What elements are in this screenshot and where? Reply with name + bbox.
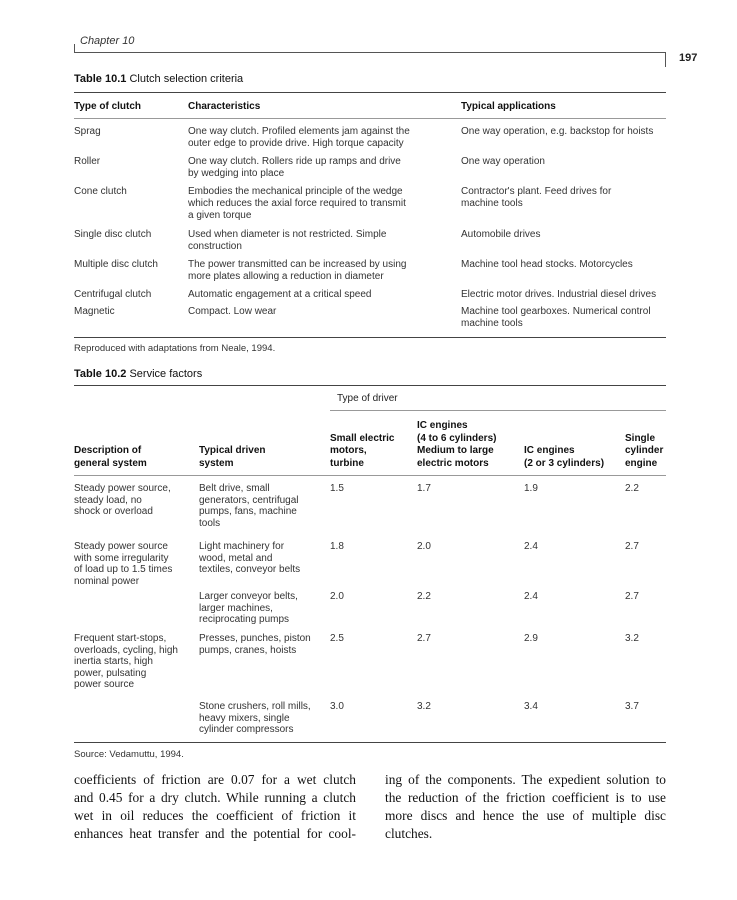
table2-col-description-line: Description of [74,445,142,456]
characteristics-cell [188,229,386,253]
table2-col-driven [199,445,266,470]
chapter-heading: Chapter 10 [80,35,135,47]
characteristics-cell-line: One way clutch. Rollers ride up ramps and drive [188,156,401,167]
characteristics-cell-line: more plates allowing a reduction in diameter [188,271,384,282]
driven-system-cell-line: reciprocating pumps [199,614,290,625]
table2-label: Table 10.2 [74,368,127,380]
clutch-type-cell: Magnetic [74,306,115,317]
body-line: and 0.45 for a dry clutch. While running a clutch [74,790,356,805]
system-description-cell-line: nominal power [74,575,140,587]
characteristics-cell-line: by wedging into place [188,168,285,179]
table2-header-rule [74,475,666,476]
applications-cell [461,259,633,271]
table2-col-ic23 [524,445,604,470]
table2-top-rule [74,385,666,386]
table2-col-single [625,433,663,471]
characteristics-cell-line: Embodies the mechanical principle of the wedge [188,186,403,197]
system-description-cell-line: power, pulsating [74,667,147,679]
applications-cell-line: One way operation, e.g. backstop for hoists [461,126,654,137]
service-factor-value: 1.9 [524,483,538,494]
table2-col-electric-line: Small electric [330,432,395,444]
applications-cell-line: Machine tool head stocks. Motorcycles [461,259,633,270]
table2-col-ic46-line: (4 to 6 cylinders) [417,432,497,444]
service-factor-value: 1.8 [330,541,344,552]
table1-bottom-rule [74,337,666,338]
table1-label: Table 10.1 [74,73,127,85]
driven-system-cell-line: Presses, punches, piston [199,633,311,644]
body-text-right-column [385,771,666,843]
table1-col-type: Type of clutch [74,101,142,112]
characteristics-cell-line: which reduces the axial force required to transmit [188,198,406,209]
system-description-cell [74,483,171,518]
table2-col-description [74,445,147,470]
driven-system-cell [199,483,299,529]
applications-cell-line: Automobile drives [461,229,541,240]
table2-col-driven-line: system [199,457,234,469]
table2-col-single-line: Single [625,432,656,444]
service-factor-value: 3.4 [524,701,538,712]
driven-system-cell [199,591,298,626]
driven-system-cell [199,701,311,736]
characteristics-cell-line: Used when diameter is not restricted. Simple [188,229,387,240]
system-description-cell-line: steady load, no [74,494,142,506]
characteristics-cell [188,156,401,180]
table2-col-ic46 [417,420,496,470]
service-factor-value: 2.0 [330,591,344,602]
characteristics-cell-line: The power transmitted can be increased by using [188,259,407,270]
driven-system-cell-line: textiles, conveyor belts [199,564,301,575]
system-description-cell-line: shock or overload [74,506,153,517]
service-factor-value: 3.2 [417,701,431,712]
table2-col-driven-line: Typical driven [199,445,266,456]
service-factor-value: 1.5 [330,483,344,494]
system-description-cell-line: power source [74,679,135,690]
table2-col-electric-line: turbine [330,457,364,469]
driven-system-cell [199,541,300,576]
service-factor-value: 2.4 [524,591,538,602]
table2-group-header: Type of driver [337,393,398,404]
service-factor-value: 1.7 [417,483,431,494]
table2-bottom-rule [74,742,666,743]
table1-top-rule [74,92,666,93]
driven-system-cell-line: Larger conveyor belts, [199,591,298,602]
driven-system-cell-line: heavy mixers, single [199,712,290,724]
service-factor-value: 2.4 [524,541,538,552]
body-line: coefficients of friction are 0.07 for a wet clutch [74,772,356,787]
clutch-type-cell: Cone clutch [74,186,127,197]
driven-system-cell-line: Light machinery for [199,541,285,552]
table1-col-applications: Typical applications [461,101,556,112]
driven-system-cell-line: wood, metal and [199,552,273,564]
service-factor-value: 2.9 [524,633,538,644]
body-line: ing of the components. The expedient solution to [385,772,666,787]
table2-col-description-line: general system [74,457,147,469]
characteristics-cell-line: outer edge to provide drive. High torque capacity [188,138,404,149]
clutch-type-cell: Centrifugal clutch [74,289,152,300]
clutch-type-cell: Multiple disc clutch [74,259,158,270]
body-line: the reduction of the friction coefficient is to use [385,790,666,805]
applications-cell [461,156,545,168]
applications-cell-line: Machine tool gearboxes. Numerical control [461,306,651,317]
clutch-type-cell: Roller [74,156,101,167]
body-line: clutches. [385,826,433,841]
characteristics-cell [188,259,406,283]
system-description-cell-line: Frequent start-stops, [74,633,167,644]
driven-system-cell-line: pumps, fans, machine [199,506,297,517]
system-description-cell [74,541,172,587]
clutch-type-cell: Single disc clutch [74,229,152,240]
characteristics-cell-line: Automatic engagement at a critical speed [188,289,372,300]
characteristics-cell [188,306,276,318]
system-description-cell-line: Steady power source, [74,483,171,494]
clutch-type-cell: Sprag [74,126,101,137]
table1-source: Reproduced with adaptations from Neale, 1994. [74,343,276,354]
table1-col-characteristics: Characteristics [188,101,261,112]
system-description-cell-line: of load up to 1.5 times [74,564,173,575]
table2-col-ic46-line: IC engines [417,420,468,431]
applications-cell-line: One way operation [461,156,545,167]
table1-title: Clutch selection criteria [129,73,244,85]
characteristics-cell [188,186,406,222]
driven-system-cell-line: tools [199,517,221,529]
table2-col-ic46-line: electric motors [417,457,489,469]
service-factor-value: 2.2 [417,591,431,602]
system-description-cell-line: Steady power source [74,541,168,552]
service-factor-value: 2.7 [625,541,639,552]
table2-title: Service factors [129,368,203,380]
service-factor-value: 2.7 [417,633,431,644]
characteristics-cell-line: One way clutch. Profiled elements jam against the [188,126,410,137]
table2-col-ic23-line: IC engines [524,445,575,456]
driven-system-cell-line: Stone crushers, roll mills, [199,701,311,712]
body-line: enhances heat transfer and the potential for cool- [74,826,356,841]
table2-col-electric [330,433,394,471]
applications-cell [461,306,651,330]
system-description-cell-line: inertia starts, high [74,656,153,667]
table2-col-electric-line: motors, [330,445,367,456]
service-factor-value: 3.2 [625,633,639,644]
table2-col-ic46-line: Medium to large [417,445,494,456]
driven-system-cell [199,633,311,656]
applications-cell [461,126,653,138]
table2-col-ic23-line: (2 or 3 cylinders) [524,457,605,469]
header-rule [74,52,666,53]
system-description-cell-line: with some irregularity [74,552,169,564]
characteristics-cell [188,126,410,150]
applications-cell [461,186,611,210]
characteristics-cell-line: construction [188,241,242,252]
service-factor-value: 3.7 [625,701,639,712]
applications-cell-line: Contractor's plant. Feed drives for [461,186,612,197]
applications-cell-line: machine tools [461,318,523,329]
page-number: 197 [679,52,698,64]
applications-cell [461,289,656,301]
system-description-cell [74,633,178,691]
driven-system-cell-line: pumps, cranes, hoists [199,644,297,656]
table2-caption [74,368,202,380]
applications-cell-line: machine tools [461,198,523,209]
service-factor-value: 2.7 [625,591,639,602]
system-description-cell-line: overloads, cycling, high [74,644,178,656]
table1-header-rule [74,118,666,119]
service-factor-value: 2.5 [330,633,344,644]
characteristics-cell-line: a given torque [188,210,252,221]
body-line: more discs and hence the use of multiple disc [385,808,666,823]
header-rule-right-tick [665,52,666,67]
table2-source: Source: Vedamuttu, 1994. [74,749,184,760]
applications-cell-line: Electric motor drives. Industrial diesel drives [461,289,657,300]
table2-col-single-line: cylinder [625,445,664,456]
characteristics-cell-line: Compact. Low wear [188,306,277,317]
table1-caption [74,73,243,85]
service-factor-value: 3.0 [330,701,344,712]
table2-group-rule [330,410,666,411]
driven-system-cell-line: Belt drive, small [199,483,270,494]
body-line: wet in oil reduces the coefficient of friction it [74,808,356,823]
driven-system-cell-line: larger machines, [199,602,273,614]
table2-col-single-line: engine [625,457,658,469]
service-factor-value: 2.0 [417,541,431,552]
driven-system-cell-line: generators, centrifugal [199,494,299,506]
applications-cell [461,229,540,241]
characteristics-cell [188,289,371,301]
service-factor-value: 2.2 [625,483,639,494]
body-text-left-column [74,771,356,843]
driven-system-cell-line: cylinder compressors [199,724,294,735]
